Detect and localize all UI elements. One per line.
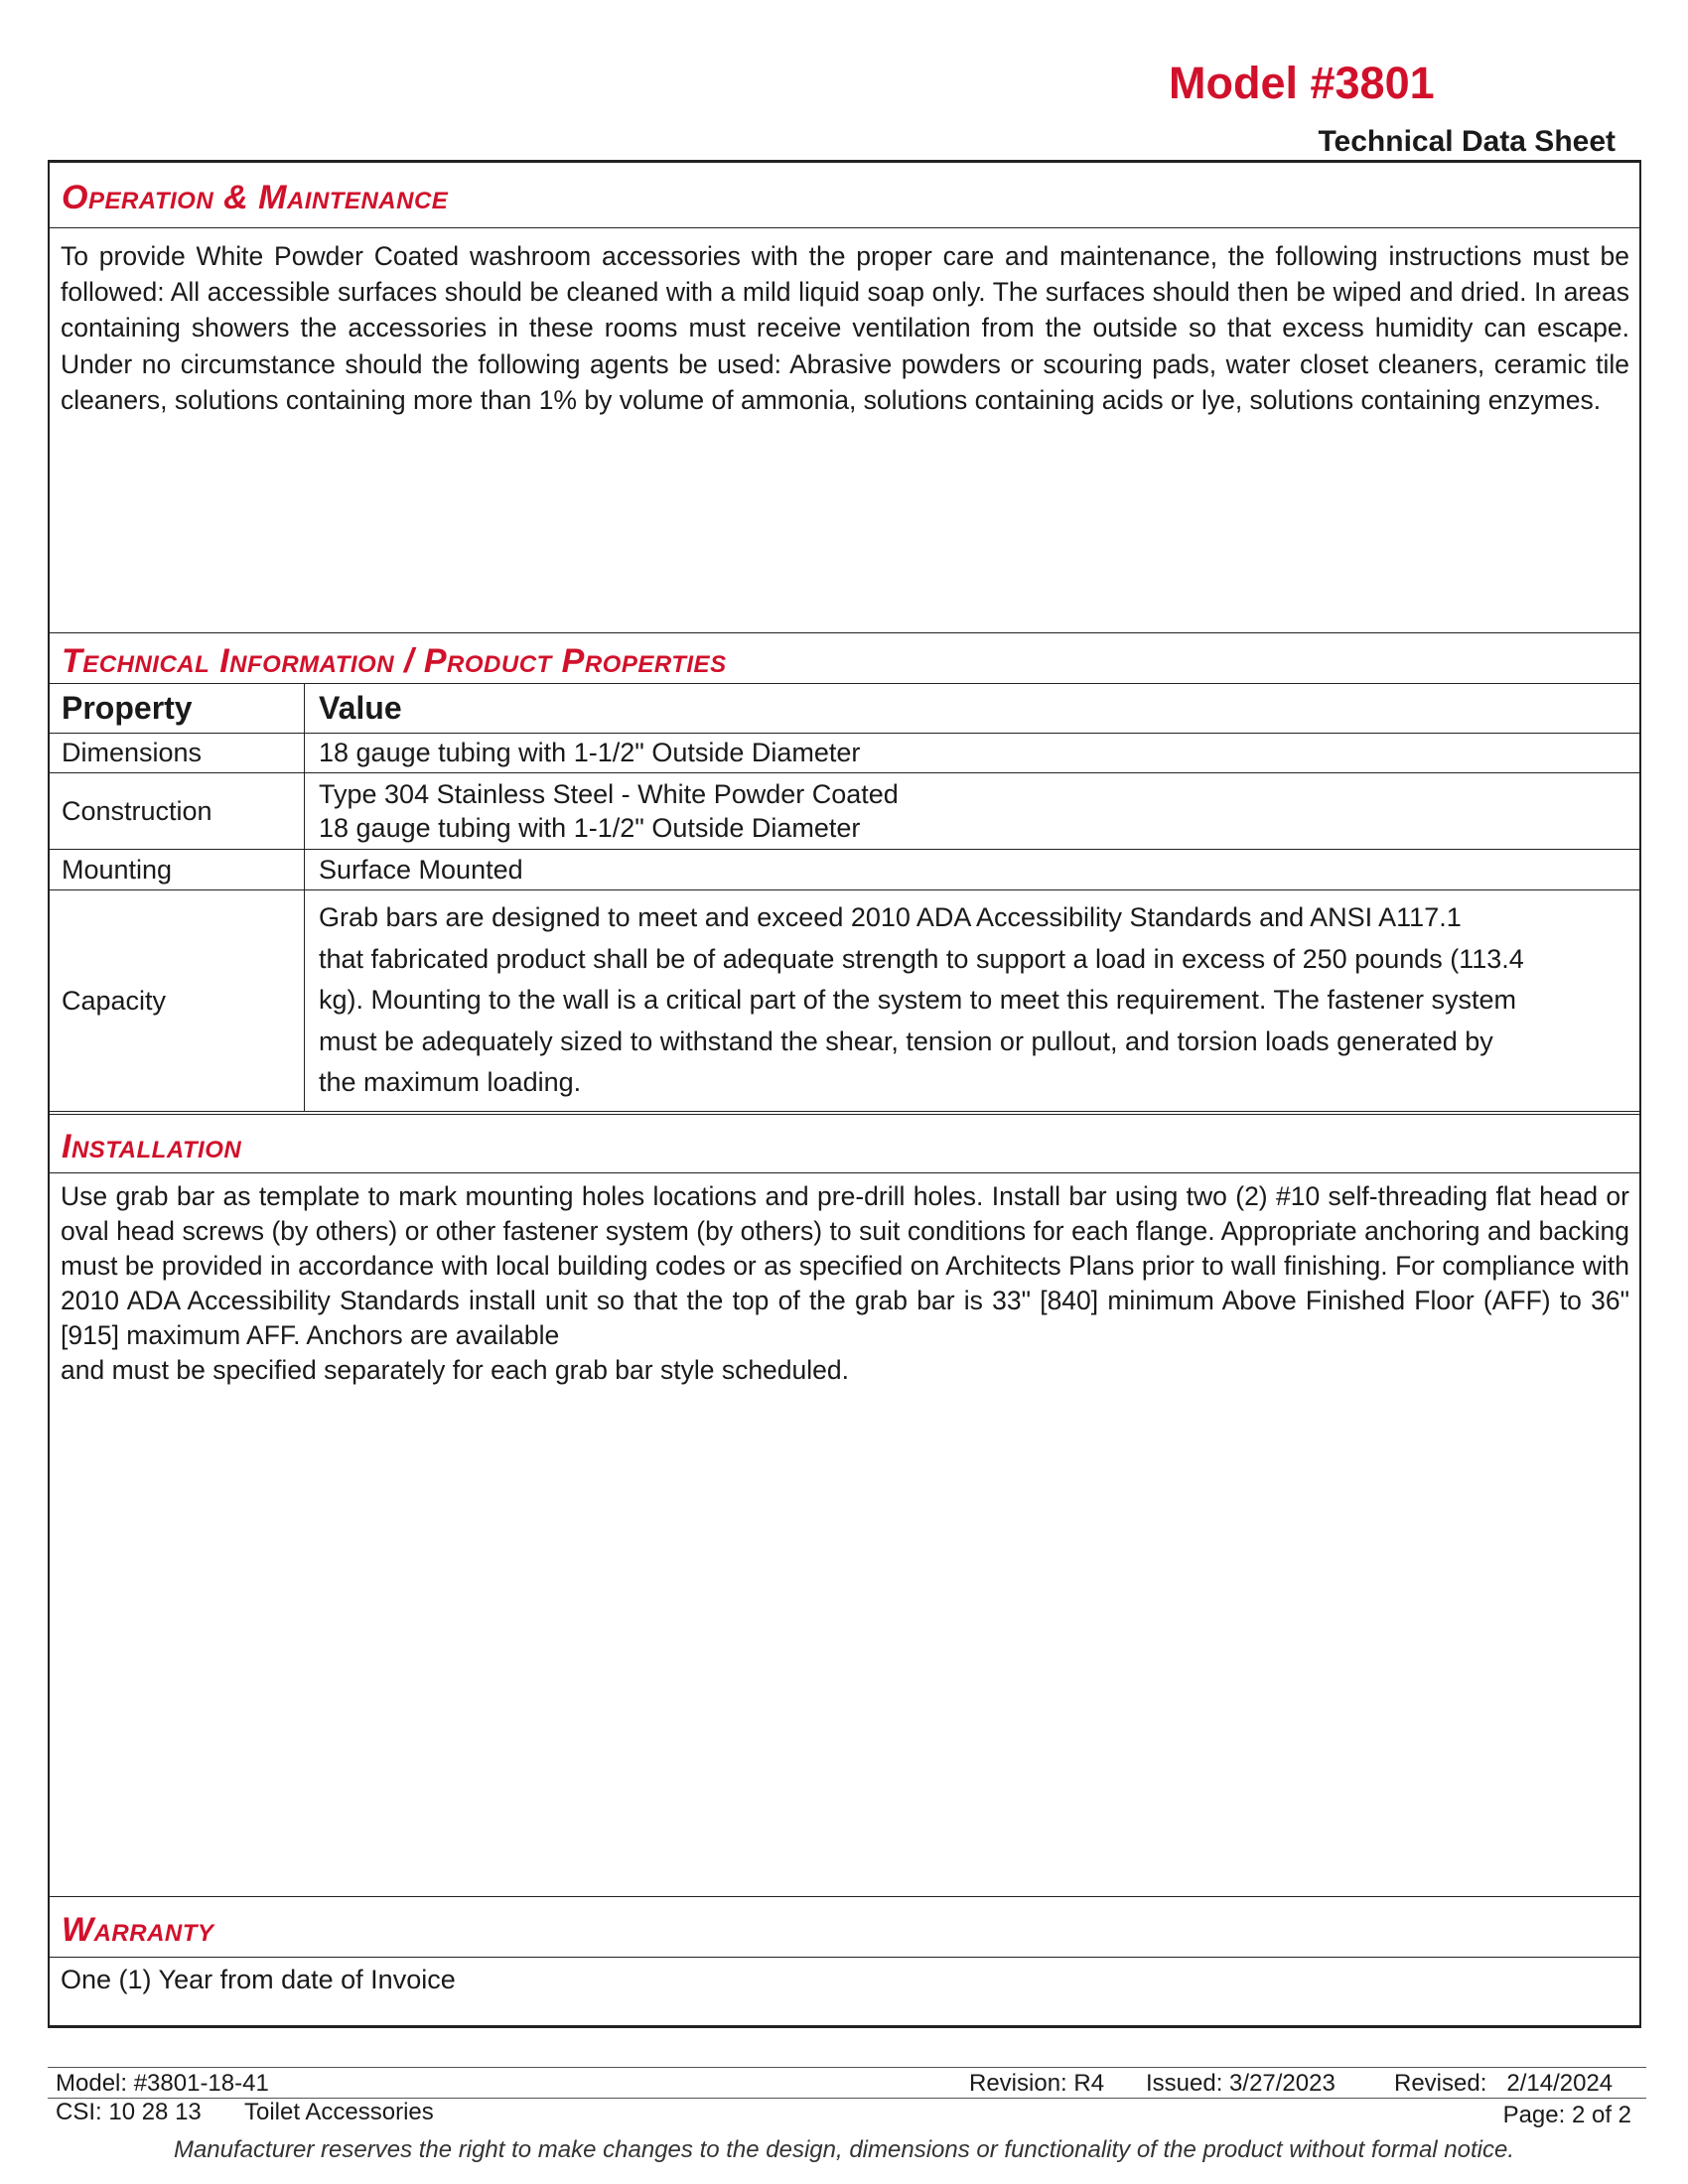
technical-heading <box>48 632 1641 684</box>
installation-text-last: and must be specified separately for each grab bar style scheduled. <box>61 1355 849 1385</box>
footer-page: Page: 2 of 2 <box>1502 2102 1631 2128</box>
value-cell: 18 gauge tubing with 1-1/2" Outside Diameter <box>305 734 1642 773</box>
property-cell: Dimensions <box>48 734 305 773</box>
property-cell: Mounting <box>48 850 305 890</box>
table-header-row <box>48 683 1641 734</box>
value-line: kg). Mounting to the wall is a critical part of the system to meet this requirement. The fastener system <box>319 985 1517 1016</box>
installation-heading-text: Installation <box>62 1128 242 1165</box>
value-line: Grab bars are designed to meet and exceed 2010 ADA Accessibility Standards and ANSI A117.1 <box>319 902 1462 933</box>
operation-heading <box>48 163 1641 228</box>
operation-heading-text: Operation & Maintenance <box>62 179 449 216</box>
footer-csi: CSI: 10 28 13 <box>56 2099 202 2125</box>
footer-model-number: Model: #3801-18-41 <box>56 2070 269 2097</box>
installation-text: Use grab bar as template to mark mounting holes locations and pre-drill holes. Install bar using two (2) #10 self-threading flat head or oval head screws (by others) or other fastener system (by others) to suit conditions for each flange. Appropriate anchoring and backing must be provided in accordance with local building codes or as specified on Architects Plans prior to wall finishing. For compliance with 2010 ADA Accessibility Standards install unit so that the top of the grab bar is 33" [840] minimum Above Finished Floor (AFF) to 36" [915] maximum AFF. Anchors are available <box>61 1181 1629 1350</box>
footer-disclaimer: Manufacturer reserves the right to make changes to the design, dimensions or functionality of the product without formal notice. <box>173 2136 1515 2163</box>
footer-rule-top <box>48 2067 1646 2068</box>
warranty-heading <box>48 1896 1641 1958</box>
model-title: Model #3801 <box>1169 58 1435 108</box>
value-cell <box>305 773 1642 850</box>
footer-issued: Issued: 3/27/2023 <box>1146 2070 1336 2097</box>
value-line: must be adequately sized to withstand the shear, tension or pullout, and torsion loads generated by <box>319 1025 1493 1056</box>
operation-text: To provide White Powder Coated washroom accessories with the proper care and maintenance, the following instructions must be followed: All accessible surfaces should be cleaned with a mild liquid soap only. The surfaces should then be wiped and dried. In areas containing showers the accessories in these rooms must receive ventilation from the outside so that excess humidity can escape. Under no circumstance should the following agents be used: Abrasive powders or scouring pads, water closet cleaners, ceramic tile cleaners, solutions containing more than 1% by volume of ammonia, solutions containing acids or lye, solutions containing enzymes. <box>61 241 1629 415</box>
technical-heading-text: Technical Information / Product Properties <box>62 642 727 680</box>
value-line: Type 304 Stainless Steel - White Powder Coated <box>319 779 899 809</box>
installation-heading <box>48 1114 1641 1173</box>
table-row <box>48 773 1641 850</box>
properties-table <box>48 683 1641 1112</box>
property-cell: Capacity <box>48 890 305 1112</box>
column-header-property: Property <box>48 683 305 734</box>
value-cell: Surface Mounted <box>305 850 1642 890</box>
column-header-value: Value <box>305 683 1642 734</box>
sheet-title: Technical Data Sheet <box>1318 125 1616 158</box>
table-row <box>48 850 1641 890</box>
table-row <box>48 734 1641 773</box>
table-row <box>48 890 1641 1112</box>
value-line: the maximum loading. <box>319 1067 582 1098</box>
property-cell: Construction <box>48 773 305 850</box>
footer-category: Toilet Accessories <box>244 2099 434 2125</box>
warranty-text: One (1) Year from date of Invoice <box>61 1965 456 1994</box>
value-line: 18 gauge tubing with 1-1/2" Outside Diameter <box>319 813 861 843</box>
footer-revision: Revision: R4 <box>969 2070 1105 2097</box>
value-line: that fabricated product shall be of adequate strength to support a load in excess of 250 pounds (113.4 <box>319 943 1524 974</box>
value-cell <box>305 890 1642 1112</box>
warranty-heading-text: Warranty <box>62 1911 214 1949</box>
footer-revised: Revised: 2/14/2024 <box>1394 2070 1614 2097</box>
